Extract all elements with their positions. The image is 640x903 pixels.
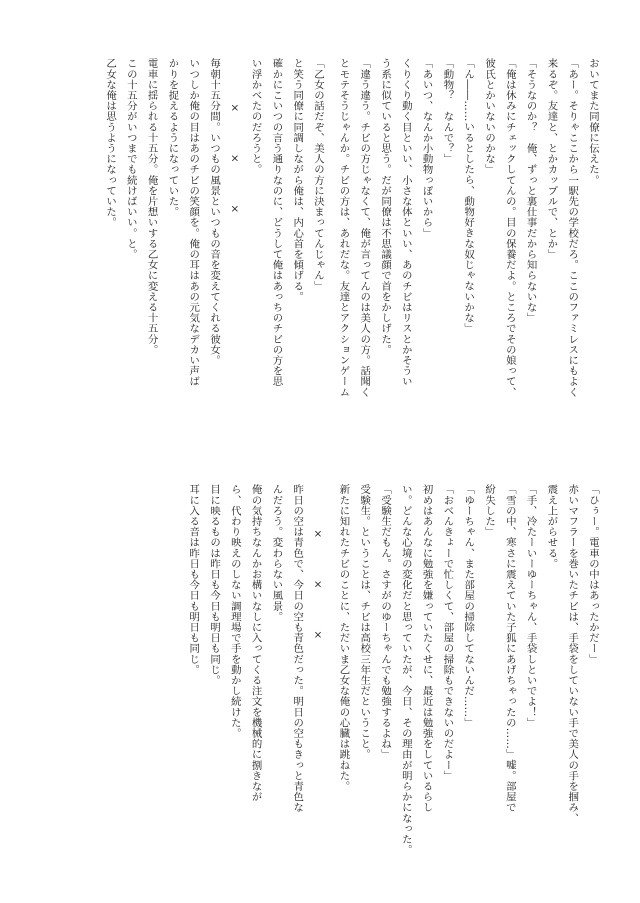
text-line: この十五分がいつまでも続けばいい。と。 <box>124 58 137 260</box>
text-block-bottom-left <box>58 484 328 879</box>
text-line: う系に似ていると思う。だが同僚は不思議顔で首をかしげた。 <box>379 58 392 355</box>
text-block-top-left <box>58 58 328 453</box>
text-line: おいてまた同僚に伝えた。 <box>587 58 599 186</box>
text-line: 「あいつ、なんか小動物っぽいから」 <box>420 58 433 239</box>
text-line: 「手、冷たーいーゆーちゃん、手袋しといでよ！」 <box>524 484 537 728</box>
scene-separator: × × × <box>312 528 324 655</box>
text-line: とモテそうじゃんか。チビの方は、あれだな。友達とアクションゲーム <box>337 58 350 398</box>
text-line: くりくり動く目といい、小さな体といい、あのチビはリスとかそうい <box>399 58 412 387</box>
text-line: いつしか俺の目はあのチビの笑顔を。俺の耳はあの元気なデカい声ば <box>187 58 200 387</box>
text-line: 「乙女の話だぞ、美人の方に決まってんじゃん」 <box>312 58 324 292</box>
text-line: い。どんな心境の変化だと思っていたが、今日、その理由が明らかになった。 <box>399 484 412 855</box>
text-line: 震え上がらせる。 <box>545 484 558 569</box>
text-line: 耳に入る音は昨日も今日も明日も同じ。 <box>187 484 200 675</box>
text-line: 来るぞ。友達と、とかカップルで、とか」 <box>545 58 558 260</box>
text-line: 「受験生だもん。さすがのゆーちゃんでも勉強するよね」 <box>379 484 392 760</box>
text-line: 目に映るものは昨日も今日も明日も同じ。 <box>208 484 221 686</box>
text-line: 俺の気持ちなんかお構いなしに入ってくる注文を機械的に捌きなが <box>249 484 262 802</box>
text-line: 「動物？ なんで？」 <box>441 58 454 164</box>
text-line: 「ん――……いるとしたら、動物好きな奴じゃないかな」 <box>462 58 475 334</box>
text-line: 「あー。そりゃここから一駅先の学校だろ。ここのファミレスにもよく <box>566 58 579 398</box>
text-line: 「違う違う。チビの方じゃなくて、俺が言ってんのは美人の方。話聞く <box>358 58 371 398</box>
text-line: 新たに知れたチビのことに、ただいま乙女な俺の心臓は跳ねた。 <box>337 484 350 792</box>
text-line: 確かにこいつの言う通りなのに、どうして俺はあっちのチビの方を思 <box>270 58 283 387</box>
text-line: と笑う同僚に同調しながら俺は、内心首を傾げる。 <box>291 58 304 302</box>
text-line: 「ゆーちゃん、また部屋の掃除してないんだ……」 <box>462 484 475 728</box>
text-line: 赤いマフラーを巻いたチビは、手袋をしていない手で美人の手を掴み、 <box>566 484 579 824</box>
text-line: 昨日の空は青色で、今日の空も青色だった。明日の空もきっと青色な <box>291 484 304 813</box>
text-line: 乙女な俺は思うようになっていた。 <box>104 58 117 228</box>
text-line: 彼氏とかいないのかな」 <box>483 58 496 175</box>
text-line: かりを捉えるようになっていた。 <box>166 58 179 217</box>
text-line: んだろう。変わらない風景。 <box>270 484 283 622</box>
text-line: 「雪の中、寒さに震えていた子狐にあげちゃったの……」嘘。部屋で <box>503 484 516 813</box>
text-line: 「おべんきょーで忙しくて、部屋の掃除もできないのだよー」 <box>441 484 454 781</box>
scene-separator: × × × <box>228 102 241 229</box>
text-line: 受験生。ということは、チビは高校三年生だということ。 <box>358 484 371 760</box>
text-line: 初めはあんなに勉強を嫌っていたくせに、最近は勉強をしているらし <box>420 484 433 813</box>
text-line: 「俺は休みにチェックしてんの。目の保養だよ。ところでその娘って、 <box>503 58 516 398</box>
text-line: い浮かべたのだろうと。 <box>249 58 262 175</box>
text-line: 電車に揺られる十五分。俺を片想いする乙女に変える十五分。 <box>145 58 158 355</box>
text-line: 紛失した」 <box>483 484 496 537</box>
text-line: ら、代わり映えのしない調理場で手を動かし続けた。 <box>228 484 241 739</box>
text-block-bottom-right <box>333 484 603 879</box>
text-line: 「そうなのか？ 俺、ずっと裏仕事だから知らないな」 <box>524 58 537 323</box>
text-block-top-right <box>333 58 603 453</box>
text-line: 毎朝十五分間。いつもの風景といつもの音を変えてくれる彼女。 <box>208 58 221 366</box>
text-line: 「ひぅー。電車の中はあったかだー」 <box>587 484 599 665</box>
